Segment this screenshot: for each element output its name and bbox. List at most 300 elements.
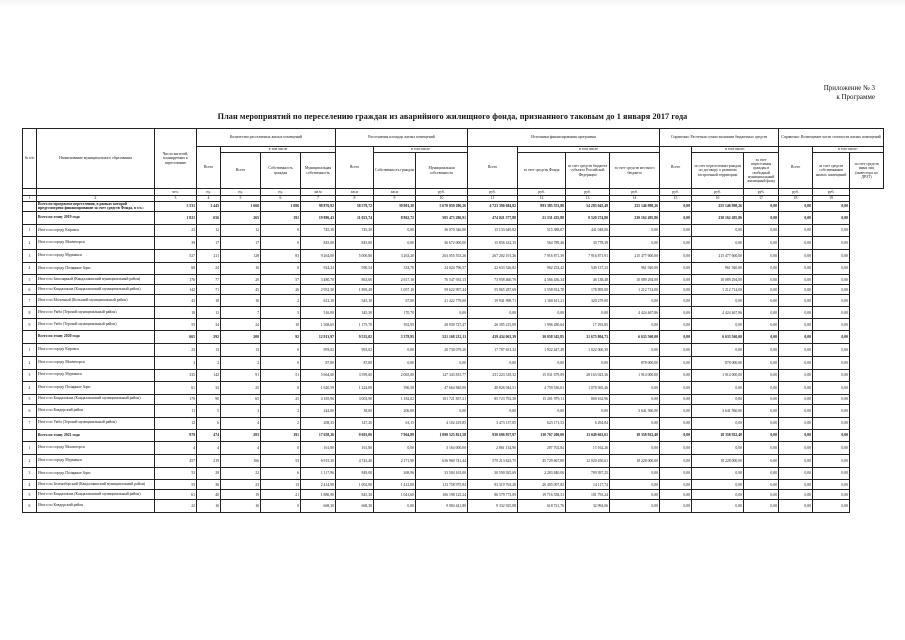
row-value-cell: 0,00: [660, 404, 692, 417]
row-value-cell: 0,00: [779, 295, 813, 307]
row-value-cell: 0,00: [813, 429, 850, 442]
row-value-cell: 0,00: [813, 202, 850, 212]
row-value-cell: 2: [221, 356, 261, 369]
row-value-cell: 25: [261, 394, 301, 404]
row-value-cell: 18 228 000,00: [610, 454, 660, 467]
header-finance-incl: в том числе: [518, 147, 660, 153]
column-number-cell: 19: [813, 196, 850, 202]
header-ref2-incl: в том числе:: [813, 147, 884, 153]
row-value-cell: 23: [155, 344, 197, 357]
row-value-cell: 16: [221, 500, 261, 513]
unit-cell: ед.: [221, 189, 261, 196]
unit-cell: руб.: [566, 189, 610, 196]
row-value-cell: 0,00: [744, 262, 779, 275]
row-value-cell: 161,80: [336, 442, 374, 455]
row-value-cell: 10: [155, 307, 197, 319]
table-row: [23, 344, 884, 357]
row-value-cell: 0,00: [416, 307, 468, 319]
table-row: [23, 212, 884, 225]
row-value-cell: 54 283 045,49: [566, 202, 610, 212]
row-value-cell: 0,00: [660, 237, 692, 250]
row-number: 5: [23, 275, 37, 285]
row-value-cell: 2 861 134,90: [468, 442, 518, 455]
header-rooms-total-sub: Всего: [221, 153, 261, 189]
table-row: [23, 224, 884, 237]
row-value-cell: 0,00: [779, 224, 813, 237]
row-value-cell: 142: [197, 369, 221, 382]
row-value-cell: 0,00: [566, 356, 610, 369]
table-row: [23, 202, 884, 212]
row-municipality-name: Итого по городу Полярные Зори: [37, 262, 155, 275]
row-value-cell: 0,00: [813, 331, 850, 344]
row-value-cell: 0,00: [610, 394, 660, 404]
row-value-cell: 745,30: [301, 224, 336, 237]
column-number-cell: 3: [155, 196, 197, 202]
row-value-cell: 0,00: [744, 404, 779, 417]
row-number: 4: [23, 480, 37, 490]
row-value-cell: 0,00: [692, 237, 744, 250]
row-value-cell: 0,00: [744, 237, 779, 250]
row-number: 2: [23, 454, 37, 467]
row-value-cell: 5 664,60: [301, 369, 336, 382]
row-municipality-name: Итого по городу Мончегорск: [37, 237, 155, 250]
table-row: [23, 295, 884, 307]
column-number-cell: 15: [660, 196, 692, 202]
row-value-cell: 0,00: [660, 250, 692, 263]
row-value-cell: 13: [261, 480, 301, 490]
row-value-cell: 208,35: [301, 417, 336, 429]
row-value-cell: 845,00: [336, 237, 374, 250]
unit-cell: руб.: [518, 189, 566, 196]
row-value-cell: 5: [197, 404, 221, 417]
row-value-cell: 22 633 526,82: [468, 262, 518, 275]
table-row: [23, 237, 884, 250]
row-value-cell: 0,00: [813, 250, 850, 263]
row-value-cell: 0,00: [610, 500, 660, 513]
row-number: 1: [23, 344, 37, 357]
table-row: [23, 394, 884, 404]
row-value-cell: 0,00: [660, 275, 692, 285]
row-value-cell: 1 182,02: [374, 394, 416, 404]
unit-cell: руб.: [416, 189, 468, 196]
row-value-cell: 0,00: [779, 307, 813, 319]
row-value-cell: 0,00: [813, 490, 850, 500]
row-municipality-name: Итого по Умба (Терский муниципальный район): [37, 417, 155, 429]
header-investor: за счет средств иных лиц (инвестора по ДРЗТ): [850, 153, 884, 189]
row-value-cell: 85 723 792,38: [468, 394, 518, 404]
row-value-cell: 30 058 345,85: [518, 331, 566, 344]
row-value-cell: 15 856 432,15: [468, 237, 518, 250]
row-value-cell: 0,00: [779, 417, 813, 429]
row-value-cell: 2 171,90: [374, 454, 416, 467]
unit-cell: ед.: [197, 189, 221, 196]
row-value-cell: 170,70: [374, 307, 416, 319]
row-value-cell: 0: [261, 237, 301, 250]
row-value-cell: 849,00: [336, 467, 374, 480]
row-value-cell: 515 388,07: [518, 224, 566, 237]
header-rooms-own: Собственность граждан: [261, 153, 301, 189]
row-value-cell: 0,00: [660, 369, 692, 382]
row-value-cell: 283: [221, 429, 261, 442]
row-municipality-name: Всего по этапу 2020 года: [37, 331, 155, 344]
row-value-cell: 0,00: [779, 344, 813, 357]
row-value-cell: 0,00: [779, 250, 813, 263]
row-value-cell: 0,00: [416, 404, 468, 417]
row-value-cell: 2: [261, 417, 301, 429]
row-value-cell: 106 198 125,24: [416, 490, 468, 500]
header-finance-group: Источники финансирования программы: [468, 129, 660, 147]
row-value-cell: 36 070 346,00: [416, 224, 468, 237]
row-value-cell: 0,00: [744, 394, 779, 404]
row-value-cell: 191: [261, 212, 301, 225]
row-value-cell: 219: [197, 454, 221, 467]
row-municipality-name: Итого по Ковдорский район: [37, 404, 155, 417]
row-municipality-name: Итого по Ковдорский район: [37, 500, 155, 513]
row-value-cell: 6 633 560,00: [610, 331, 660, 344]
row-value-cell: 0,00: [779, 454, 813, 467]
row-value-cell: 7 964,89: [374, 429, 416, 442]
row-value-cell: 0,00: [692, 417, 744, 429]
row-value-cell: 30 778,39: [566, 237, 610, 250]
row-value-cell: 0,00: [660, 202, 692, 212]
table-row: [23, 467, 884, 480]
header-fund: за счет средств Фонда: [518, 153, 566, 189]
row-municipality-name: Итого по Кандалакша (Кандалакшский муниципальный район): [37, 394, 155, 404]
row-value-cell: 12 020 450,61: [566, 454, 610, 467]
row-value-cell: 68: [155, 262, 197, 275]
row-value-cell: 24 024 796,57: [416, 262, 468, 275]
row-value-cell: 0,00: [660, 442, 692, 455]
row-value-cell: 90: [197, 394, 221, 404]
row-value-cell: 612,10: [301, 295, 336, 307]
row-value-cell: 38,00: [336, 404, 374, 417]
row-municipality-name: Итого по городу Полярные Зори: [37, 382, 155, 395]
row-value-cell: 13 049 663,61: [566, 429, 610, 442]
row-value-cell: 0,00: [518, 404, 566, 417]
row-value-cell: 0: [261, 224, 301, 237]
row-number: 2: [23, 237, 37, 250]
row-value-cell: 979: [155, 429, 197, 442]
row-value-cell: 623 171,53: [518, 417, 566, 429]
row-value-cell: 0,00: [813, 319, 850, 331]
row-value-cell: 0,00: [660, 382, 692, 395]
row-number: [23, 212, 37, 225]
row-value-cell: 166: [221, 454, 261, 467]
row-value-cell: 0,00: [813, 454, 850, 467]
row-value-cell: 1 620,59: [301, 382, 336, 395]
table-row: [23, 319, 884, 331]
row-value-cell: 31 675 804,73: [566, 331, 610, 344]
unit-cell: кв.м: [301, 189, 336, 196]
row-value-cell: 0,00: [813, 442, 850, 455]
header-owners: за счет средств собственников жилых помещений: [813, 153, 850, 189]
row-value-cell: 200: [221, 331, 261, 344]
row-value-cell: 33 584 163,00: [416, 467, 468, 480]
row-value-cell: 0,00: [813, 307, 850, 319]
row-value-cell: 0,00: [813, 356, 850, 369]
row-value-cell: 396,50: [374, 382, 416, 395]
row-value-cell: 244,00: [301, 404, 336, 417]
row-value-cell: 930 696 957,97: [468, 429, 518, 442]
row-value-cell: 1 117,96: [301, 467, 336, 480]
row-value-cell: 0,00: [813, 237, 850, 250]
row-value-cell: 4 743,40: [336, 454, 374, 467]
row-municipality-name: Итого по городу Мончегорск: [37, 442, 155, 455]
row-value-cell: 67,00: [374, 295, 416, 307]
row-value-cell: 19: [221, 490, 261, 500]
row-value-cell: 230 162 495,86: [692, 212, 744, 225]
row-municipality-name: Итого по Умба (Терский муниципальный район): [37, 319, 155, 331]
row-value-cell: 1 886,90: [301, 490, 336, 500]
row-value-cell: 2: [197, 356, 221, 369]
row-value-cell: 0,00: [813, 467, 850, 480]
row-value-cell: 5 531: [155, 202, 197, 212]
row-value-cell: 0,00: [374, 344, 416, 357]
row-value-cell: 73 958 460,79: [468, 275, 518, 285]
row-value-cell: 16: [221, 262, 261, 275]
row-value-cell: 0,00: [468, 404, 518, 417]
column-number-cell: 7: [301, 196, 336, 202]
row-value-cell: 1 996 280,64: [518, 319, 566, 331]
row-value-cell: 20 405 097,82: [518, 480, 566, 490]
row-value-cell: 4 759 536,01: [518, 382, 566, 395]
header-finance-total: Всего: [468, 147, 518, 189]
row-value-cell: 268,96: [374, 467, 416, 480]
row-value-cell: 47 664 840,00: [416, 382, 468, 395]
row-value-cell: 13: [197, 344, 221, 357]
row-value-cell: 0,00: [813, 394, 850, 404]
row-value-cell: 1 212 714,00: [610, 285, 660, 295]
row-value-cell: 147,20: [336, 417, 374, 429]
plan-table: [22, 128, 884, 513]
row-value-cell: 4: [221, 417, 261, 429]
row-value-cell: 61: [155, 490, 197, 500]
row-value-cell: 579 213 623,75: [468, 454, 518, 467]
row-value-cell: 7 916 871,39: [518, 250, 566, 263]
row-value-cell: 3 164 000,00: [416, 442, 468, 455]
row-value-cell: 8: [261, 382, 301, 395]
appendix-line-1: Приложение № 3: [823, 84, 875, 92]
column-number-cell: 1: [23, 196, 37, 202]
row-number: 3: [23, 250, 37, 263]
row-number: 5: [23, 394, 37, 404]
row-value-cell: 34: [197, 319, 221, 331]
row-number: 7: [23, 295, 37, 307]
row-value-cell: 6 633 560,00: [692, 331, 744, 344]
row-value-cell: 0,00: [566, 307, 610, 319]
row-value-cell: 0,00: [692, 382, 744, 395]
row-value-cell: 191: [261, 429, 301, 442]
row-value-cell: 0,00: [660, 490, 692, 500]
unit-cell: руб.: [779, 189, 813, 196]
row-value-cell: 15 201 979,11: [518, 394, 566, 404]
row-number: 2: [23, 356, 37, 369]
header-area-municipal: Муниципальная собственность: [416, 153, 468, 189]
row-value-cell: 993,02: [336, 344, 374, 357]
row-value-cell: 0,00: [779, 442, 813, 455]
row-value-cell: 19 886,43: [301, 212, 336, 225]
row-value-cell: 800 162,96: [566, 394, 610, 404]
row-value-cell: 961 920,00: [610, 262, 660, 275]
column-number-cell: 2: [37, 196, 155, 202]
row-value-cell: 21: [261, 490, 301, 500]
row-value-cell: 0,00: [779, 356, 813, 369]
row-municipality-name: Итого по городу Мурманск: [37, 369, 155, 382]
document-title: План мероприятий по переселению граждан из аварийного жилищного фонда, признанного таковым до 1 января 2017 года: [217, 112, 688, 121]
row-value-cell: 55: [155, 480, 197, 490]
row-value-cell: 845,30: [336, 490, 374, 500]
table-row: [23, 285, 884, 295]
row-value-cell: 1 041,60: [374, 490, 416, 500]
header-area-total: Всего: [336, 147, 374, 189]
row-value-cell: 65: [221, 394, 261, 404]
row-value-cell: 8 862,72: [374, 212, 416, 225]
row-value-cell: 17 293,85: [566, 319, 610, 331]
row-value-cell: 113 758 975,84: [416, 480, 468, 490]
table-row: [23, 262, 884, 275]
row-municipality-name: Всего по программе переселения, в рамках которой предусмотрено финансирование за счет средств Фонда, в т.ч.:: [37, 202, 155, 212]
unit-cell-empty: [37, 189, 155, 196]
row-value-cell: 0,00: [692, 224, 744, 237]
row-value-cell: 0,00: [744, 212, 779, 225]
row-value-cell: 91: [221, 369, 261, 382]
row-value-cell: 5 000,80: [336, 250, 374, 263]
row-value-cell: 0,00: [692, 500, 744, 513]
row-value-cell: 0,00: [744, 307, 779, 319]
row-value-cell: 2 065,00: [374, 369, 416, 382]
unit-cell: руб.: [660, 189, 692, 196]
row-value-cell: 0,00: [660, 356, 692, 369]
row-value-cell: 4 424 467,86: [692, 307, 744, 319]
column-number-cell: 9: [374, 196, 416, 202]
row-value-cell: 1 160 611,21: [518, 295, 566, 307]
row-value-cell: 58 578,72: [336, 202, 374, 212]
row-value-cell: 0,00: [566, 404, 610, 417]
row-value-cell: 23: [155, 224, 197, 237]
row-value-cell: 0,00: [744, 467, 779, 480]
row-value-cell: 0,00: [468, 307, 518, 319]
row-value-cell: 0,00: [779, 212, 813, 225]
row-value-cell: 8: [261, 262, 301, 275]
row-value-cell: 0,00: [692, 442, 744, 455]
unit-cell: руб.: [610, 189, 660, 196]
row-value-cell: 0,00: [610, 382, 660, 395]
header-subject-budget: за счет средств бюджета субъекта Российской Федерации: [566, 153, 610, 189]
row-value-cell: 17: [197, 237, 221, 250]
row-value-cell: 0,00: [744, 480, 779, 490]
row-value-cell: 142: [155, 285, 197, 295]
row-value-cell: 61,15: [374, 417, 416, 429]
row-value-cell: 1 022 000,39: [566, 344, 610, 357]
row-number: 5: [23, 490, 37, 500]
row-value-cell: 439 434 063,39: [468, 331, 518, 344]
row-value-cell: 1 922 447,49: [518, 344, 566, 357]
row-value-cell: 335: [155, 369, 197, 382]
row-value-cell: 618 721,76: [518, 500, 566, 513]
row-value-cell: 0,00: [660, 480, 692, 490]
header-area-incl: в том числе: [374, 147, 468, 153]
row-value-cell: 17: [221, 237, 261, 250]
row-value-cell: 0,00: [610, 417, 660, 429]
row-value-cell: 0,00: [660, 285, 692, 295]
row-value-cell: 36 672 000,00: [416, 237, 468, 250]
row-value-cell: 961 920,00: [692, 262, 744, 275]
row-value-cell: 215 477 600,00: [692, 250, 744, 263]
row-value-cell: 32 994,06: [566, 500, 610, 513]
column-number-cell: 11: [468, 196, 518, 202]
row-value-cell: 93 319 763,28: [468, 480, 518, 490]
row-number: 3: [23, 467, 37, 480]
row-value-cell: 0,00: [779, 369, 813, 382]
column-number-cell: 8: [336, 196, 374, 202]
row-value-cell: 55 865 287,69: [468, 285, 518, 295]
row-value-cell: 0,00: [813, 262, 850, 275]
row-value-cell: 878 000,00: [692, 356, 744, 369]
row-value-cell: 636 960 741,44: [416, 454, 468, 467]
row-value-cell: 43: [155, 295, 197, 307]
row-value-cell: 0,00: [660, 212, 692, 225]
row-municipality-name: Всего по этапу 2019 года: [37, 212, 155, 225]
row-value-cell: 3 378,95: [374, 331, 416, 344]
column-number-cell: 5: [221, 196, 261, 202]
row-value-cell: 15 162,26: [566, 442, 610, 455]
row-value-cell: 2 414,90: [301, 480, 336, 490]
table-row: [23, 454, 884, 467]
row-value-cell: 924,24: [301, 262, 336, 275]
header-area-group: Расселяемая площадь жилых помещений: [336, 129, 468, 147]
row-value-cell: 1 086: [261, 202, 301, 212]
row-value-cell: 12: [197, 224, 221, 237]
row-value-cell: 665: [155, 331, 197, 344]
row-value-cell: 0,00: [779, 262, 813, 275]
row-value-cell: 516,00: [301, 307, 336, 319]
row-value-cell: 0,00: [744, 442, 779, 455]
row-value-cell: 1 057,10: [374, 285, 416, 295]
row-value-cell: 51: [261, 369, 301, 382]
row-value-cell: 590,54: [336, 262, 374, 275]
row-value-cell: 1 895,40: [336, 285, 374, 295]
row-value-cell: 2 283 840,06: [518, 467, 566, 480]
row-value-cell: 863,60: [336, 275, 374, 285]
row-value-cell: 441 048,00: [566, 224, 610, 237]
header-ref1-incl: в том числе:: [692, 147, 779, 153]
row-number: 6: [23, 285, 37, 295]
row-value-cell: 549 137,23: [566, 262, 610, 275]
row-value-cell: 83: [261, 250, 301, 263]
row-value-cell: 0,00: [779, 382, 813, 395]
row-value-cell: 0,00: [692, 467, 744, 480]
row-value-cell: 9 264,00: [301, 250, 336, 263]
row-number: 4: [23, 262, 37, 275]
header-rooms-incl: в том числе: [221, 147, 336, 153]
row-value-cell: 6 294,84: [566, 417, 610, 429]
row-value-cell: 0,00: [744, 285, 779, 295]
row-value-cell: 0,00: [374, 237, 416, 250]
row-value-cell: 668,30: [336, 500, 374, 513]
row-value-cell: 0,00: [779, 404, 813, 417]
row-value-cell: 55: [155, 319, 197, 331]
unit-cell: кв.м: [374, 189, 416, 196]
row-value-cell: 92: [261, 331, 301, 344]
row-value-cell: 3 003,90: [336, 394, 374, 404]
table-row: [23, 404, 884, 417]
column-number-cell: 13: [566, 196, 610, 202]
row-value-cell: 3 473 137,85: [468, 417, 518, 429]
row-value-cell: 161,80: [301, 442, 336, 455]
row-value-cell: 521 168 212,13: [416, 331, 468, 344]
row-value-cell: 17 787 631,32: [468, 344, 518, 357]
row-value-cell: 0,00: [660, 500, 692, 513]
